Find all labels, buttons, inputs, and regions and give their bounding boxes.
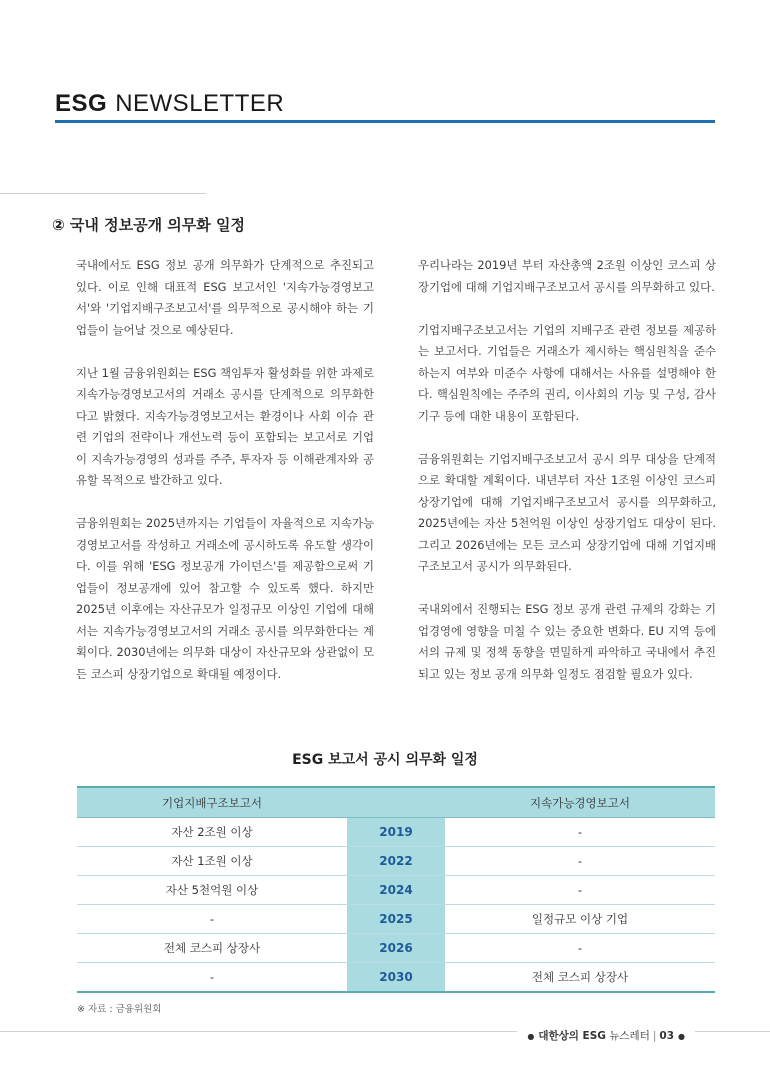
year-cell: 2024 bbox=[347, 876, 445, 905]
paragraph: 국내외에서 진행되는 ESG 정보 공개 관련 규제의 강화는 기업경영에 영향을 미칠 수 있는 중요한 변화다. EU 지역 등에서의 규제 및 정책 동향을 면밀하게 파악하고 국내에서 추진되고 있는 정보 공개 의무화 일정도 점검할 필요가 있다. bbox=[418, 602, 716, 681]
year-cell: 2022 bbox=[347, 847, 445, 876]
sustainability-cell: - bbox=[445, 876, 715, 905]
section-divider bbox=[0, 193, 206, 194]
left-text-column bbox=[76, 255, 374, 707]
year-cell: 2019 bbox=[347, 818, 445, 847]
bullet-icon: ● bbox=[527, 1032, 535, 1041]
governance-cell: 전체 코스피 상장사 bbox=[77, 934, 347, 963]
bullet-icon: ● bbox=[678, 1032, 685, 1041]
page-number: 03 bbox=[659, 1030, 675, 1042]
table-header-row bbox=[77, 787, 715, 818]
header-sustainability-report: 지속가능경영보고서 bbox=[445, 787, 715, 818]
governance-cell: - bbox=[77, 963, 347, 993]
disclosure-schedule-table bbox=[77, 786, 715, 993]
right-text-column bbox=[418, 255, 716, 707]
sustainability-cell: 일정규모 이상 기업 bbox=[445, 905, 715, 934]
paragraph: 금융위원회는 기업지배구조보고서 공시 의무 대상을 단계적으로 확대할 계획이다. 내년부터 자산 1조원 이상인 코스피 상장기업에 대해 기업지배구조보고서 공시를 의무화하고, 2025년에는 자산 5천억원 이상인 상장기업도 대상이 된다. 그리고 2026년에는 모든 코스피 상장기업에 대해 기업지배구조보고서 공시가 의무화된다. bbox=[418, 451, 716, 573]
table-row bbox=[77, 818, 715, 847]
paragraph: 기업지배구조보고서는 기업의 지배구조 관련 정보를 제공하는 보고서다. 기업들은 거래소가 제시하는 핵심원칙을 준수하는지 여부와 미준수 사항에 대해서는 사유를 설명해야 한다. 핵심원칙에는 주주의 권리, 이사회의 기능 및 구성, 감사기구 등에 대한 내용이 포함된다. bbox=[418, 322, 716, 423]
paragraph: 금융위원회는 2025년까지는 기업들이 자율적으로 지속가능경영보고서를 작성하고 거래소에 공시하도록 유도할 생각이다. 이를 위해 'ESG 정보공개 가이던스'를 제공함으로써 기업들이 정보공개에 있어 참고할 수 있도록 했다. 하지만 2025년 이후에는 자산규모가 일정규모 이상인 기업에 대해서는 지속가능경영보고서의 거래소 공시를 의무화한다는 계획이다. 2030년에는 의무화 대상이 자산규모와 상관없이 모든 코스피 상장기업으로 확대될 예정이다. bbox=[76, 516, 374, 681]
header-governance-report: 기업지배구조보고서 bbox=[77, 787, 347, 818]
newsletter-title bbox=[55, 90, 284, 118]
governance-cell: 자산 5천억원 이상 bbox=[77, 876, 347, 905]
table-row bbox=[77, 905, 715, 934]
governance-cell: 자산 2조원 이상 bbox=[77, 818, 347, 847]
page-footer bbox=[517, 1028, 695, 1043]
table-title: ESG 보고서 공시 의무화 일정 bbox=[292, 752, 478, 768]
header-divider bbox=[55, 120, 715, 123]
header-year bbox=[347, 787, 445, 818]
table-source-note: ※ 자료 : 금융위원회 bbox=[77, 1004, 162, 1015]
table-row bbox=[77, 963, 715, 993]
year-cell: 2025 bbox=[347, 905, 445, 934]
footer-suffix: 뉴스레터 bbox=[609, 1030, 650, 1042]
footer-separator: | bbox=[652, 1030, 657, 1042]
year-cell: 2030 bbox=[347, 963, 445, 993]
section-title: ② 국내 정보공개 의무화 일정 bbox=[52, 216, 245, 234]
sustainability-cell: 전체 코스피 상장사 bbox=[445, 963, 715, 993]
footer-publication: 대한상의 ESG bbox=[538, 1030, 606, 1042]
table-row bbox=[77, 847, 715, 876]
year-cell: 2026 bbox=[347, 934, 445, 963]
governance-cell: 자산 1조원 이상 bbox=[77, 847, 347, 876]
newsletter-title-bold: ESG bbox=[55, 90, 108, 117]
sustainability-cell: - bbox=[445, 934, 715, 963]
sustainability-cell: - bbox=[445, 847, 715, 876]
table-row bbox=[77, 876, 715, 905]
paragraph: 국내에서도 ESG 정보 공개 의무화가 단계적으로 추진되고 있다. 이로 인해 대표적 ESG 보고서인 '지속가능경영보고서'와 '기업지배구조보고서'를 의무적으로 공시해야 하는 기업들이 늘어날 것으로 예상된다. bbox=[76, 258, 374, 337]
paragraph: 지난 1월 금융위원회는 ESG 책임투자 활성화를 위한 과제로 지속가능경영보고서의 거래소 공시를 단계적으로 의무화한다고 밝혔다. 지속가능경영보고서는 환경이나 사회 이슈 관련 기업의 전략이나 개선노력 등이 포함되는 보고서로 기업이 지속가능경영의 성과를 주주, 투자자 등 이해관계자와 공유할 목적으로 발간하고 있다. bbox=[76, 365, 374, 487]
table-row bbox=[77, 934, 715, 963]
sustainability-cell: - bbox=[445, 818, 715, 847]
newsletter-title-light: NEWSLETTER bbox=[115, 90, 285, 117]
paragraph: 우리나라는 2019년 부터 자산총액 2조원 이상인 코스피 상장기업에 대해 기업지배구조보고서 공시를 의무화하고 있다. bbox=[418, 258, 716, 294]
governance-cell: - bbox=[77, 905, 347, 934]
